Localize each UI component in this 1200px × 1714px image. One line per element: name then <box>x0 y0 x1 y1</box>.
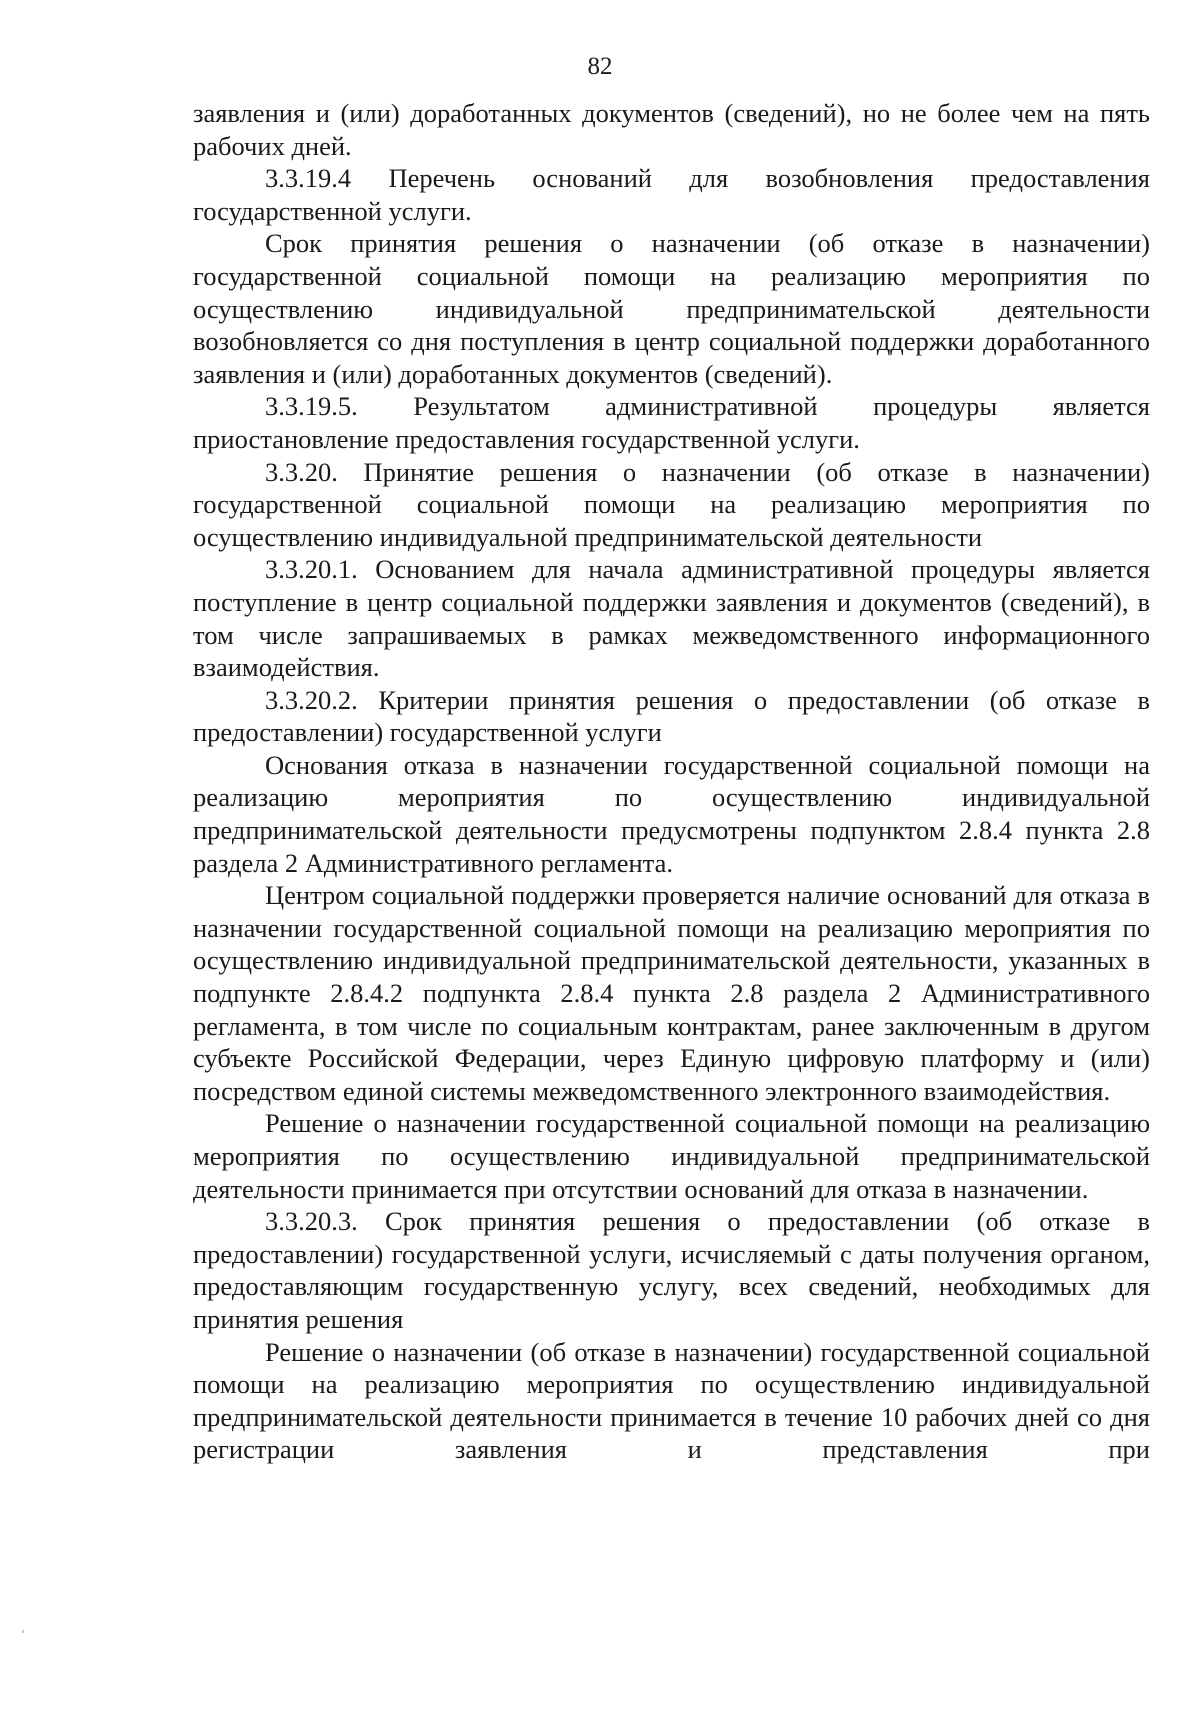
paragraph-3-3-20-3: 3.3.20.3. Срок принятия решения о предоставлении (об отказе в предоставлении) государственной услуги, исчисляемый с даты получения органом, предоставляющим государственную услугу, всех сведений, необходимых для принятия решения <box>193 1206 1150 1334</box>
paragraph-decision-term: Решение о назначении (об отказе в назначении) государственной социальной помощи на реализацию мероприятия по осуществлению индивидуальной предпринимательской деятельности принимается в течение 10 рабочих дней со дня регистрации заявления и представления при <box>193 1336 1150 1465</box>
document-body <box>193 97 1150 1466</box>
paragraph-decision: Решение о назначении государственной социальной помощи на реализацию мероприятия по осуществлению индивидуальной предпринимательской деятельности принимается при отсутствии оснований для отказа в назначении. <box>193 1108 1150 1204</box>
page-number: 82 <box>587 53 613 80</box>
paragraph-3-3-20-1: 3.3.20.1. Основанием для начала административной процедуры является поступление в центр социальной поддержки заявления и документов (сведений), в том числе запрашиваемых в рамках межведомственного информационного взаимодействия. <box>193 554 1150 683</box>
paragraph-verification: Центром социальной поддержки проверяется наличие оснований для отказа в назначении государственной социальной помощи на реализацию мероприятия по осуществлению индивидуальной предпринимательской деятельности, указанных в подпункте 2.8.4.2 подпункта 2.8.4 пункта 2.8 раздела 2 Административного регламента, в том числе по социальным контрактам, ранее заключенным в другом субъекте Российской Федерации, через Единую цифровую платформу и (или) посредством единой системы межведомственного электронного взаимодействия. <box>193 880 1150 1106</box>
paragraph-resumption-term: Срок принятия решения о назначении (об отказе в назначении) государственной социальной помощи на реализацию мероприятия по осуществлению индивидуальной предпринимательской деятельности возобновляется со дня поступления в центр социальной поддержки доработанного заявления и (или) доработанных документов (сведений). <box>193 228 1150 389</box>
paragraph-refusal-grounds: Основания отказа в назначении государственной социальной помощи на реализацию мероприятия по осуществлению индивидуальной предпринимательской деятельности предусмотрены подпунктом 2.8.4 пункта 2.8 раздела 2 Административного регламента. <box>193 749 1150 878</box>
paragraph-3-3-19-5: 3.3.19.5. Результатом административной процедуры является приостановление предоставления государственной услуги. <box>193 391 1150 454</box>
paragraph-3-3-19-4: 3.3.19.4 Перечень оснований для возобновления предоставления государственной услуги. <box>193 163 1150 226</box>
paragraph-3-3-20-2: 3.3.20.2. Критерии принятия решения о предоставлении (об отказе в предоставлении) государственной услуги <box>193 684 1150 748</box>
paragraph-3-3-20-heading: 3.3.20. Принятие решения о назначении (об отказе в назначении) государственной социальной помощи на реализацию мероприятия по осуществлению индивидуальной предпринимательской деятельности <box>193 456 1150 552</box>
scan-artifact <box>22 1630 24 1633</box>
paragraph-continuation: заявления и (или) доработанных документов (сведений), но не более чем на пять рабочих дней. <box>193 98 1150 161</box>
